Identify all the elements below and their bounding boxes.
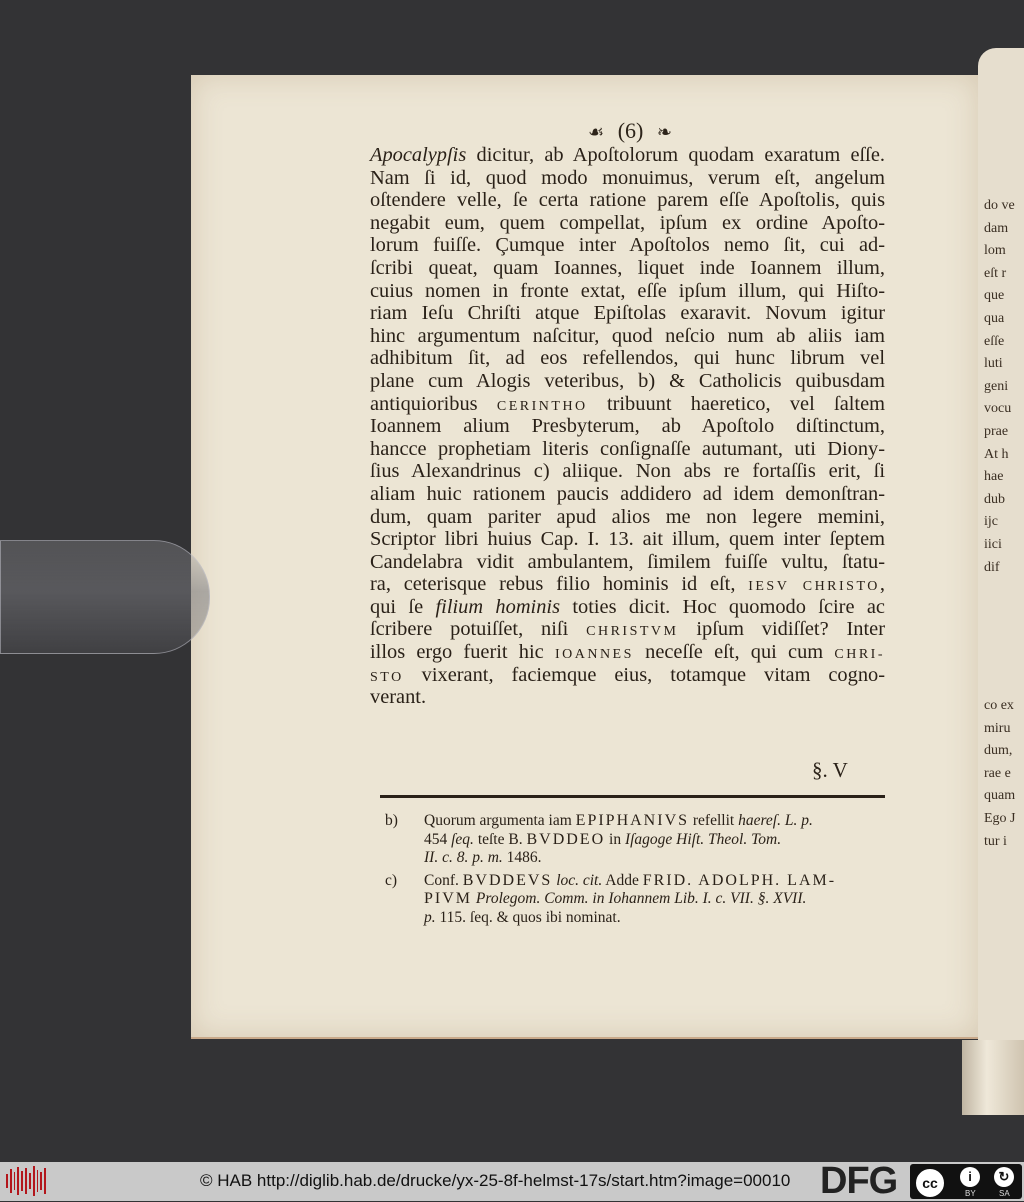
footer-bar (0, 1162, 1024, 1201)
text-line (370, 460, 885, 483)
text-line (370, 618, 885, 641)
italic-text: loc. cit. (556, 871, 603, 889)
italic-text: Apocalypſis (370, 144, 467, 166)
main-text (370, 144, 885, 709)
text-line (370, 415, 885, 438)
text-run: hancce prophetiam literis conſignaſſe autumant, uti Diony- (370, 437, 885, 460)
text-line (370, 347, 885, 370)
italic-text: ſeq. (451, 830, 474, 848)
next-page-fragment: eſſe (984, 333, 1005, 349)
text-run: toties dicit. Hoc quomodo ſcire ac (560, 595, 885, 618)
text-run: negabit eum, quem compellat, ipſum ex ordine Apoſto- (370, 211, 885, 234)
text-run: aliam huic rationem paucis addidero ad idem demonſtran- (370, 482, 885, 505)
ornament-right-icon: ❧ (656, 122, 672, 142)
text-run: ſius Alexandrinus c) aliique. Non abs re fortaſſis erit, ſi (370, 460, 885, 483)
page-header (540, 118, 720, 144)
next-page-fragment: co ex (984, 698, 1014, 713)
text-run: Adde (602, 871, 643, 889)
text-line (370, 551, 885, 574)
footnote-mark: c) (385, 871, 398, 889)
footnote-rule (380, 795, 885, 798)
page-number: (6) (617, 118, 644, 143)
next-page-fragment: que (984, 288, 1005, 304)
bleed-through-text (380, 705, 880, 727)
credit-link[interactable]: © HAB http://diglib.hab.de/drucke/yx-25-8f-helmst-17s/start.htm?image=00010 (200, 1171, 791, 1190)
text-run: 115. ſeq. & quos ibi nominat. (435, 908, 621, 926)
footnote-mark: b) (385, 812, 398, 829)
text-line (370, 596, 885, 619)
next-page-fragment: eſt r (984, 265, 1007, 281)
share-alike-icon: ↻ (994, 1167, 1014, 1187)
text-line (370, 144, 885, 167)
text-run: hinc argumentum naſcitur, quod neſcio num ab aliis iam (370, 324, 885, 347)
small-caps-text: CHRI- (834, 647, 886, 663)
text-run: teſte B. (473, 830, 527, 848)
text-run: riam Ieſu Chriſti atque Epiſtolas exaravit. Novum igitur (370, 302, 885, 325)
next-page-fragment: Ego J (984, 811, 1016, 826)
text-run: Nam ſi id, quod modo monuimus, verum eſt, angelum (370, 166, 885, 189)
text-run: ſcribere potuiſſet, niſi (370, 618, 587, 641)
next-page-fragment: rae e (984, 765, 1011, 781)
text-line (370, 438, 885, 461)
text-run: refellit (689, 812, 739, 829)
text-line (370, 641, 885, 664)
text-line (370, 167, 885, 190)
text-line (370, 506, 885, 529)
text-run: tribuunt haeretico, vel ſaltem (587, 392, 885, 415)
small-caps-text: PIVM (424, 890, 473, 907)
italic-text: p. (424, 908, 436, 926)
next-page-fragment: dam (984, 220, 1009, 236)
text-run: Candelabra vidit ambulantem, ſimilem fuiſſe vultu, ſtatu- (370, 550, 885, 573)
next-page-fragment: do ve (984, 198, 1015, 213)
text-run: Quorum argumenta iam (424, 812, 576, 829)
book-edge (962, 1040, 1024, 1115)
ornament-left-icon: ☙ (588, 122, 605, 142)
text-line (370, 573, 885, 596)
next-page-fragment: dub (984, 491, 1005, 507)
dfg-logo[interactable]: DFG (820, 1160, 898, 1202)
next-page-fragment: dif (984, 559, 1000, 575)
small-caps-text: CERINTHO (496, 398, 588, 414)
text-run: ſcribi queat, quam Ioannes, liquet inde Ioannem illum, (370, 256, 885, 279)
footnote-line (385, 849, 890, 868)
next-page-edge (978, 48, 1024, 1048)
next-page-fragment: miru (984, 720, 1011, 736)
text-run: antiquioribus (370, 392, 497, 415)
footnotes (385, 812, 890, 931)
text-run: oſtendere velle, ſe certa ratione parem eſſe Apoſtolis, quis (370, 189, 885, 212)
next-page-fragment: prae (984, 424, 1009, 439)
italic-text: haereſ. L. p. (738, 812, 813, 829)
next-page-fragment: quam (984, 788, 1016, 804)
text-run: qui ſe (370, 595, 436, 618)
next-page-fragment: luti (984, 356, 1003, 372)
text-line (370, 393, 885, 416)
footnote-line (385, 890, 890, 909)
small-caps-text: BVDDEVS (462, 871, 553, 889)
attribution-icon: i (960, 1167, 980, 1187)
text-run: ipſum vidiſſet? Inter (678, 618, 885, 641)
text-run: cuius nomen in fronte extat, eſſe ipſum illum, qui Hiſto- (370, 279, 885, 302)
text-run: lorum fuiſſe. Çumque inter Apoſtolos nemo ſit, cui ad- (370, 234, 885, 257)
footnote-line (385, 812, 890, 831)
small-caps-text: EPIPHANIVS (575, 812, 690, 829)
text-line (370, 528, 885, 551)
cc-license-badge[interactable] (910, 1164, 1022, 1199)
section-marker: §. V (812, 758, 848, 782)
text-run: plane cum Alogis veteribus, b) & Catholicis quibusdam (370, 369, 885, 392)
by-label: BY (965, 1189, 976, 1198)
hab-logo-icon[interactable] (6, 1166, 46, 1196)
italic-text: Iſagoge Hiſt. Theol. Tom. (624, 830, 782, 848)
small-caps-text: FRID. ADOLPH. LAM- (642, 871, 837, 889)
text-run: vixerant, faciemque eius, totamque vitam cogno- (403, 663, 885, 686)
small-caps-text: IESV CHRISTO (748, 579, 880, 595)
next-page-fragment: qua (984, 311, 1005, 326)
small-caps-text: IOANNES (554, 647, 634, 663)
text-line (370, 302, 885, 325)
next-page-fragment: ijc (984, 514, 998, 530)
small-caps-text: STO (370, 669, 404, 685)
text-line (370, 370, 885, 393)
text-run: illos ergo fuerit hic (370, 641, 555, 664)
italic-text: filium hominis (435, 595, 560, 618)
footnote-line (385, 872, 890, 891)
text-run: verant. (370, 686, 427, 709)
scanner-thumb-clip (0, 540, 210, 654)
text-line (370, 212, 885, 235)
text-run: Ioannem alium Presbyterum, ab Apoſtolo diſtinctum, (370, 415, 885, 438)
next-page-fragment: At h (984, 446, 1009, 462)
next-page-fragment: geni (984, 378, 1009, 394)
text-run: 1486. (502, 849, 542, 866)
next-page-fragment: tur i (984, 833, 1007, 849)
text-line (370, 325, 885, 348)
text-run: adhibitum ſit, ad eos refellendos, qui hunc librum vel (370, 347, 885, 370)
text-run: Conf. (424, 871, 463, 889)
text-line (370, 280, 885, 303)
text-run: , (879, 573, 885, 596)
text-run: dicitur, ab Apoſtolorum quodam exaratum eſſe. (466, 144, 885, 166)
next-page-fragment: hae (984, 469, 1004, 485)
text-line (370, 189, 885, 212)
text-line (370, 257, 885, 280)
next-page-fragment: iici (984, 537, 1002, 552)
text-run: dum, quam pariter apud alios me non legere memini, (370, 505, 885, 528)
next-page-fragment: vocu (984, 401, 1012, 417)
next-page-fragment: dum, (984, 743, 1013, 759)
next-page-fragment: lom (984, 243, 1006, 259)
text-line (370, 234, 885, 257)
text-run: Scriptor libri huius Cap. I. 13. ait illum, quem inter ſeptem (370, 528, 885, 551)
text-run: neceſſe eſt, qui cum (633, 641, 835, 664)
cc-icon: cc (914, 1167, 946, 1199)
footnote-line (385, 831, 890, 850)
text-run: 454 (424, 830, 452, 848)
text-line (370, 483, 885, 506)
text-run: ra, ceterisque rebus filio hominis id eſt, (370, 573, 749, 596)
small-caps-text: CHRISTVM (586, 624, 679, 640)
footnote-line (385, 909, 890, 928)
text-run: in (605, 830, 625, 848)
sa-label: SA (999, 1189, 1010, 1198)
text-line (370, 664, 885, 687)
small-caps-text: BVDDEO (526, 830, 606, 848)
italic-text: Prolegom. Comm. in Iohannem Lib. I. c. VII. §. XVII. (475, 890, 807, 907)
italic-text: II. c. 8. p. m. (424, 849, 503, 866)
